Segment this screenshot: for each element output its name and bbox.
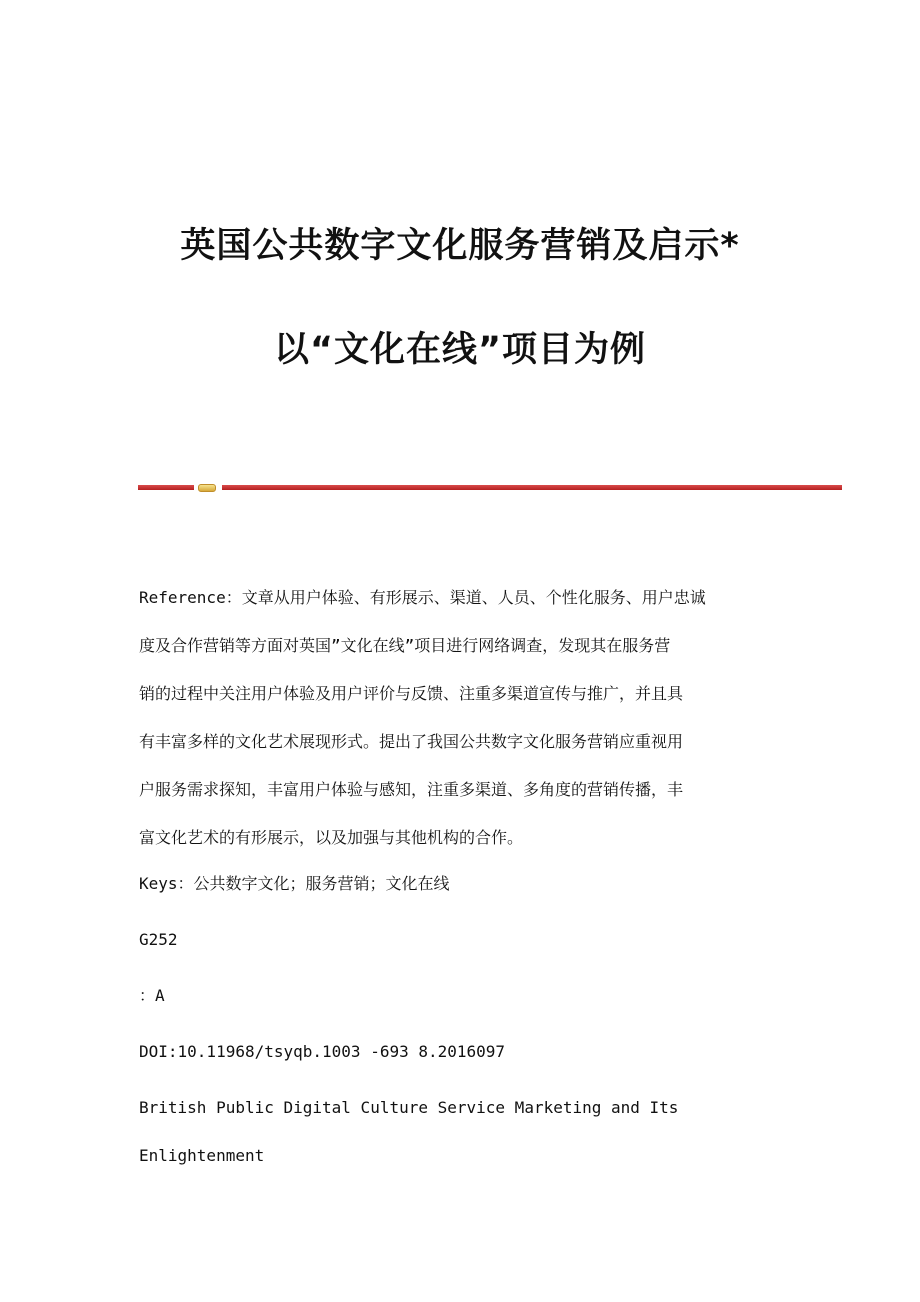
keywords-value: 公共数字文化；服务营销；文化在线 [193, 874, 450, 893]
title-divider [138, 484, 842, 492]
abstract [139, 574, 789, 862]
keywords [139, 872, 789, 896]
classification-number: G252 [139, 930, 178, 949]
abstract-line: 户服务需求探知，丰富用户体验与感知，注重多渠道、多角度的营销传播，丰 [139, 780, 684, 799]
document-code: ：A [139, 986, 165, 1005]
divider-bar-left [138, 485, 194, 490]
page-title: 英国公共数字文化服务营销及启示* [180, 226, 740, 266]
english-title-line-1: British Public Digital Culture Service Marketing and Its [139, 1098, 679, 1117]
abstract-line: 富文化艺术的有形展示，以及加强与其他机构的合作。 [139, 828, 524, 847]
page-subtitle: 以“文化在线”项目为例 [273, 330, 646, 370]
divider-ornament-icon [198, 484, 216, 492]
abstract-line [139, 574, 789, 622]
keywords-label: Keys： [139, 874, 194, 893]
abstract-line: 有丰富多样的文化艺术展现形式。提出了我国公共数字文化服务营销应重视用 [139, 732, 684, 751]
english-title-line-2: Enlightenment [139, 1146, 265, 1165]
doi: DOI:10.11968/tsyqb.1003 -693 8.2016097 [139, 1042, 506, 1061]
abstract-text: 文章从用户体验、有形展示、渠道、人员、个性化服务、用户忠诚 [241, 588, 706, 607]
abstract-label: Reference： [139, 588, 242, 607]
abstract-line: 销的过程中关注用户体验及用户评价与反馈、注重多渠道宣传与推广，并且具 [139, 684, 684, 703]
divider-bar-right [222, 485, 842, 490]
abstract-line: 度及合作营销等方面对英国”文化在线”项目进行网络调查，发现其在服务营 [139, 636, 671, 655]
